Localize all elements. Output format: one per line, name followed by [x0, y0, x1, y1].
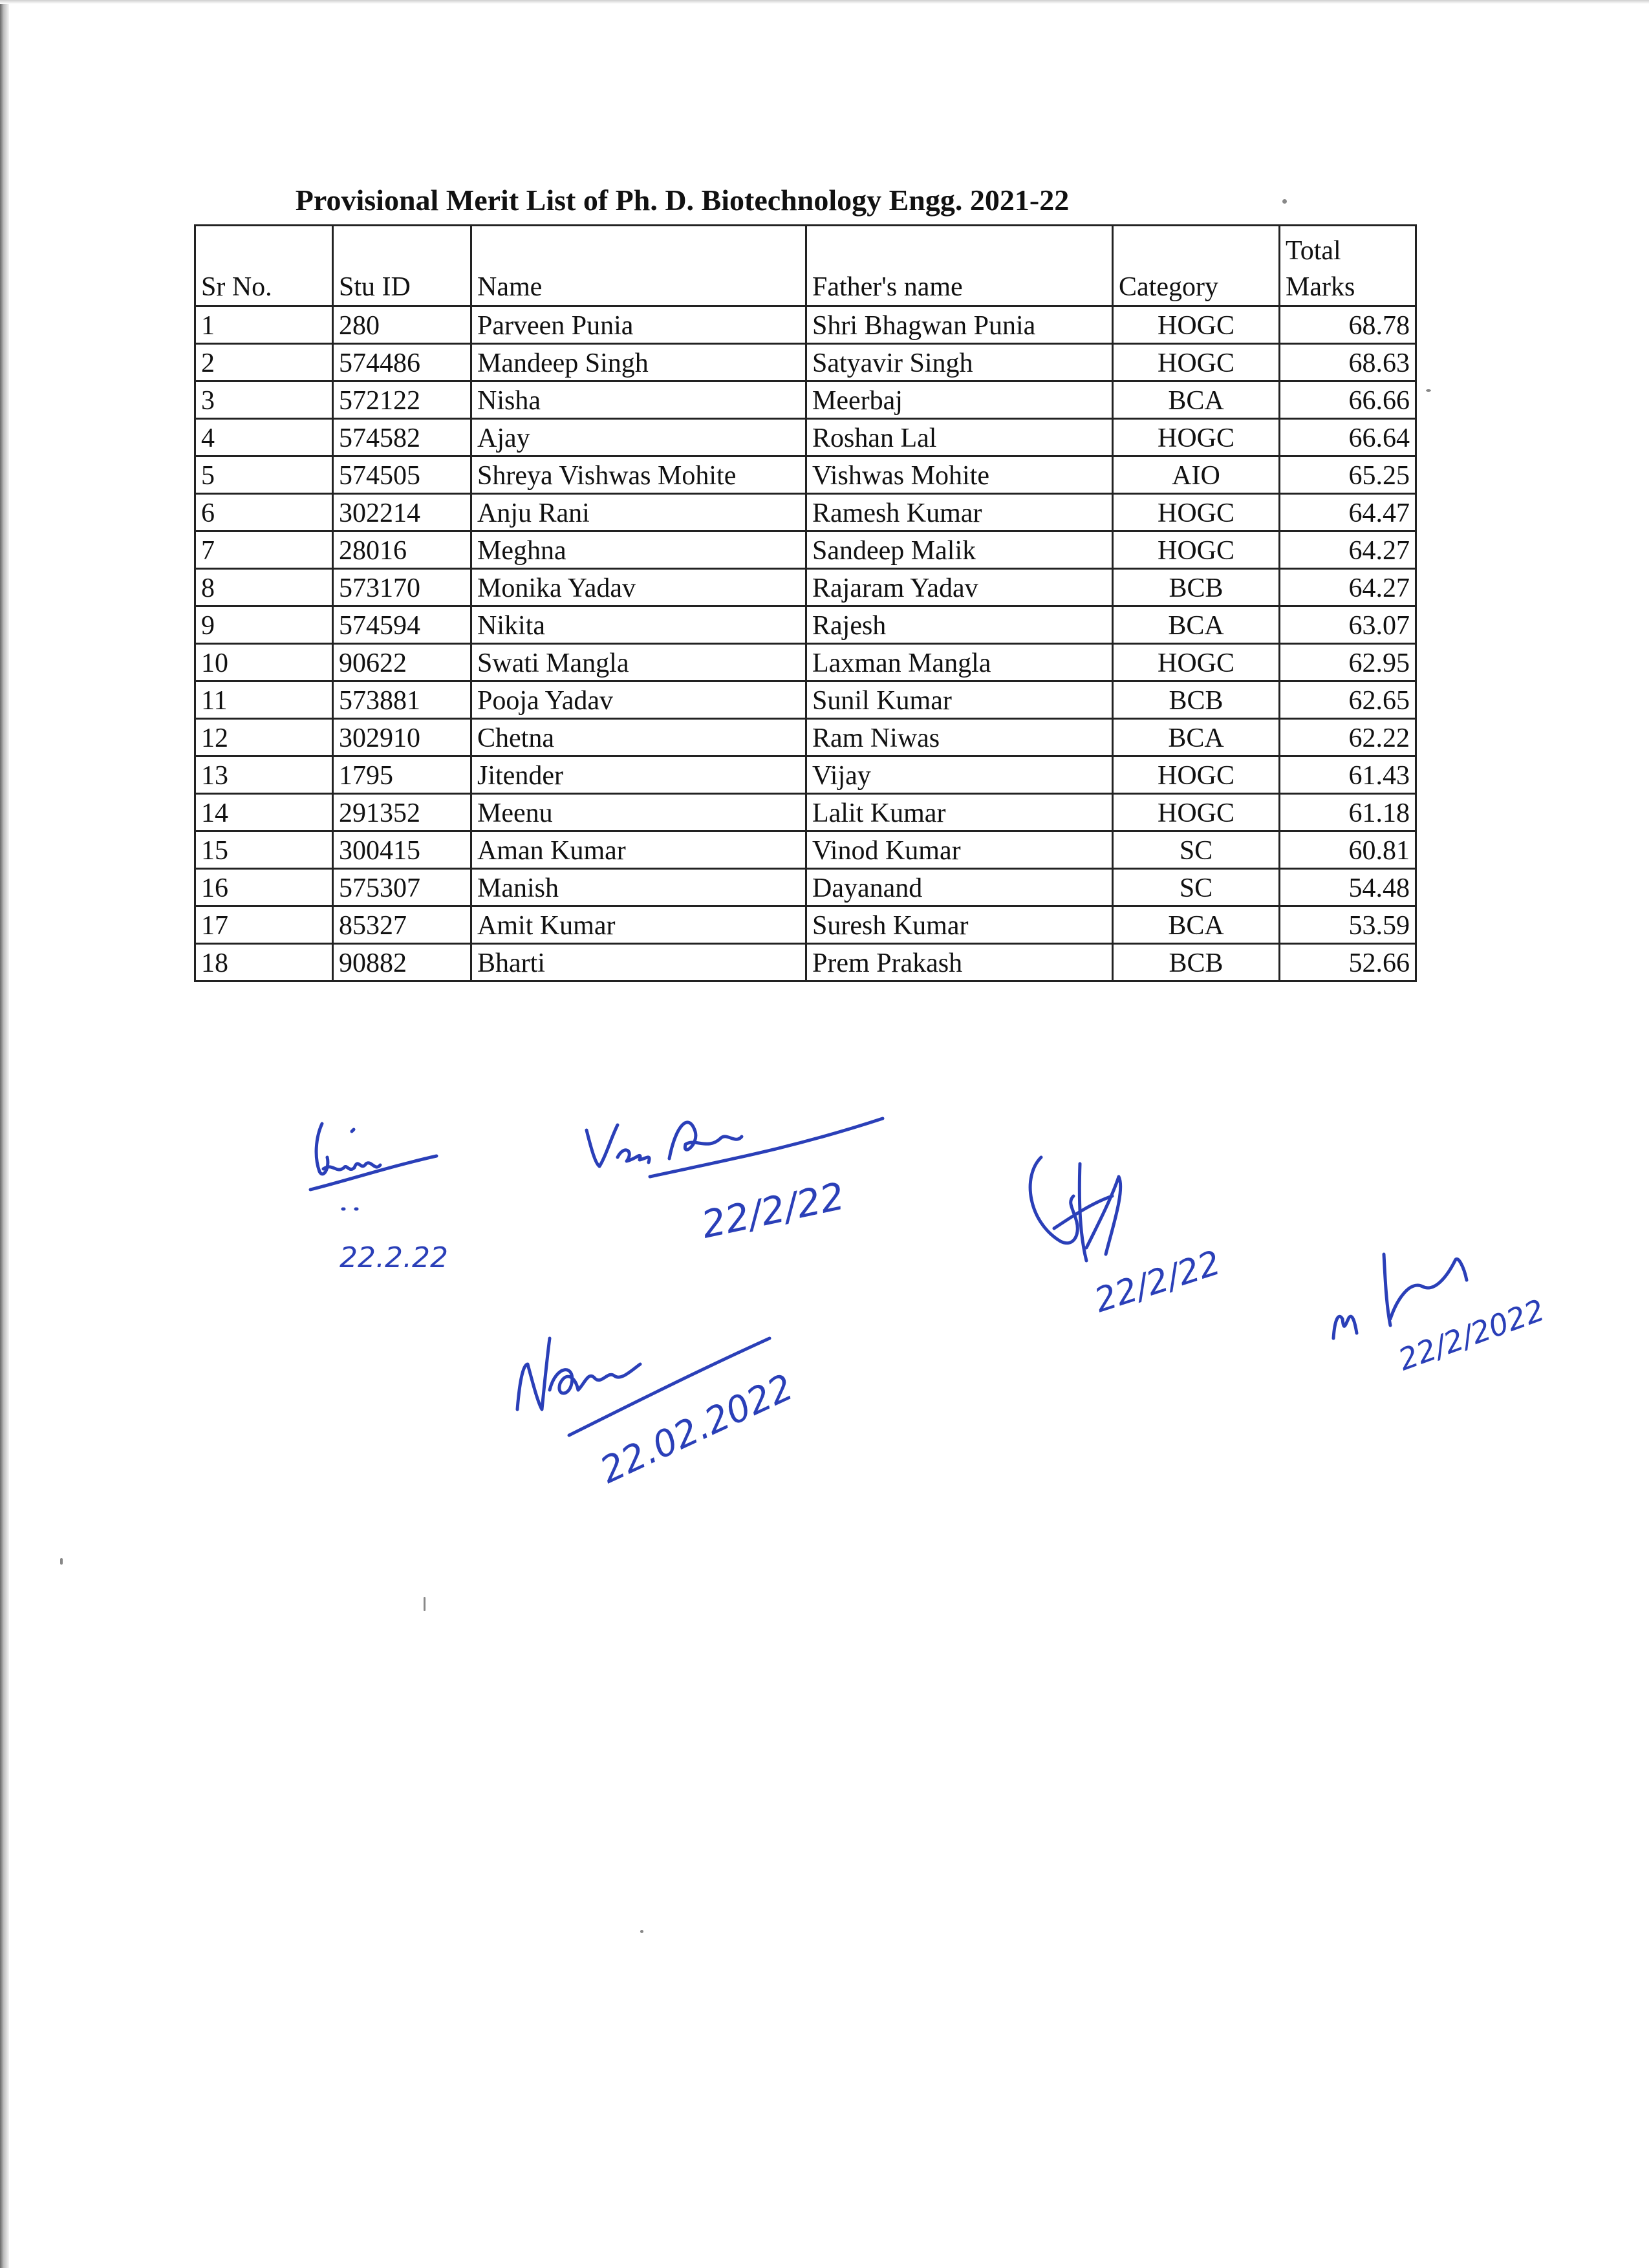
scan-edge-shadow: [0, 0, 9, 2268]
signature-1-date: 22.2.22: [339, 1241, 448, 1274]
scan-speck: [424, 1597, 426, 1611]
cell-total-marks: 54.48: [1280, 869, 1416, 906]
cell-total-marks: 62.22: [1280, 719, 1416, 756]
signature-3: [1015, 1151, 1287, 1332]
cell-sr-no: 1: [195, 306, 333, 344]
signature-2: [572, 1099, 909, 1254]
cell-father-name: Satyavir Singh: [806, 344, 1113, 381]
table-row: [195, 831, 1416, 869]
header-total-marks: [1280, 226, 1416, 306]
cell-name: Ajay: [471, 419, 806, 456]
cell-name: Amit Kumar: [471, 906, 806, 944]
cell-total-marks: 53.59: [1280, 906, 1416, 944]
cell-category: SC: [1113, 831, 1280, 869]
table-row: [195, 756, 1416, 794]
cell-stu-id: 573170: [333, 569, 471, 606]
signature-1-ink: [310, 1124, 436, 1209]
cell-sr-no: 17: [195, 906, 333, 944]
table-row: [195, 681, 1416, 719]
cell-sr-no: 6: [195, 494, 333, 531]
cell-total-marks: 68.63: [1280, 344, 1416, 381]
cell-category: BCA: [1113, 906, 1280, 944]
table-header-row: [195, 226, 1416, 306]
cell-category: BCA: [1113, 381, 1280, 419]
cell-father-name: Lalit Kumar: [806, 794, 1113, 831]
cell-stu-id: 573881: [333, 681, 471, 719]
cell-category: SC: [1113, 869, 1280, 906]
cell-sr-no: 11: [195, 681, 333, 719]
scan-speck: [640, 1930, 643, 1933]
table-row: [195, 381, 1416, 419]
table-row: [195, 644, 1416, 681]
cell-father-name: Rajaram Yadav: [806, 569, 1113, 606]
cell-total-marks: 66.66: [1280, 381, 1416, 419]
cell-total-marks: 64.27: [1280, 531, 1416, 569]
cell-stu-id: 85327: [333, 906, 471, 944]
cell-name: Meghna: [471, 531, 806, 569]
signature-4-date: 22/2/2022: [1394, 1292, 1549, 1378]
cell-total-marks: 64.27: [1280, 569, 1416, 606]
cell-stu-id: 574505: [333, 456, 471, 494]
table-row: [195, 494, 1416, 531]
cell-name: Aman Kumar: [471, 831, 806, 869]
cell-sr-no: 13: [195, 756, 333, 794]
cell-category: HOGC: [1113, 344, 1280, 381]
cell-sr-no: 7: [195, 531, 333, 569]
signature-3-date: 22/2/22: [1090, 1243, 1225, 1321]
cell-stu-id: 302214: [333, 494, 471, 531]
cell-total-marks: 66.64: [1280, 419, 1416, 456]
header-stu-id: Stu ID: [333, 226, 471, 306]
cell-father-name: Ram Niwas: [806, 719, 1113, 756]
cell-sr-no: 15: [195, 831, 333, 869]
header-total-marks-line1: Total: [1286, 236, 1341, 266]
cell-category: BCB: [1113, 681, 1280, 719]
cell-father-name: Vinod Kumar: [806, 831, 1113, 869]
table-row: [195, 344, 1416, 381]
table-row: [195, 719, 1416, 756]
cell-name: Mandeep Singh: [471, 344, 806, 381]
cell-stu-id: 90882: [333, 944, 471, 981]
cell-father-name: Meerbaj: [806, 381, 1113, 419]
table-row: [195, 606, 1416, 644]
cell-sr-no: 2: [195, 344, 333, 381]
cell-name: Jitender: [471, 756, 806, 794]
table-row: [195, 456, 1416, 494]
cell-sr-no: 12: [195, 719, 333, 756]
cell-father-name: Vishwas Mohite: [806, 456, 1113, 494]
scan-speck: [60, 1558, 63, 1565]
cell-category: HOGC: [1113, 419, 1280, 456]
cell-name: Nisha: [471, 381, 806, 419]
cell-father-name: Prem Prakash: [806, 944, 1113, 981]
signature-2-date: 22/2/22: [697, 1173, 848, 1247]
cell-father-name: Sunil Kumar: [806, 681, 1113, 719]
table-row: [195, 869, 1416, 906]
table-row: [195, 306, 1416, 344]
cell-category: BCB: [1113, 944, 1280, 981]
cell-total-marks: 68.78: [1280, 306, 1416, 344]
cell-stu-id: 90622: [333, 644, 471, 681]
cell-name: Manish: [471, 869, 806, 906]
cell-total-marks: 61.18: [1280, 794, 1416, 831]
cell-stu-id: 291352: [333, 794, 471, 831]
cell-category: HOGC: [1113, 644, 1280, 681]
table-row: [195, 569, 1416, 606]
header-total-marks-line2: Marks: [1286, 272, 1355, 302]
signature-4: [1326, 1215, 1597, 1384]
cell-name: Anju Rani: [471, 494, 806, 531]
cell-sr-no: 18: [195, 944, 333, 981]
cell-stu-id: 302910: [333, 719, 471, 756]
cell-father-name: Dayanand: [806, 869, 1113, 906]
cell-category: HOGC: [1113, 306, 1280, 344]
cell-stu-id: 280: [333, 306, 471, 344]
signature-5-date: 22.02.2022: [594, 1366, 800, 1492]
scan-speck: [1282, 199, 1287, 204]
cell-sr-no: 3: [195, 381, 333, 419]
cell-father-name: Ramesh Kumar: [806, 494, 1113, 531]
signature-3-ink: [1030, 1157, 1121, 1261]
signature-5: [504, 1300, 841, 1493]
cell-sr-no: 14: [195, 794, 333, 831]
cell-father-name: Laxman Mangla: [806, 644, 1113, 681]
cell-name: Bharti: [471, 944, 806, 981]
cell-sr-no: 16: [195, 869, 333, 906]
table-row: [195, 419, 1416, 456]
cell-category: BCA: [1113, 606, 1280, 644]
table-row: [195, 944, 1416, 981]
cell-father-name: Shri Bhagwan Punia: [806, 306, 1113, 344]
signature-1: [304, 1112, 472, 1293]
cell-name: Chetna: [471, 719, 806, 756]
cell-name: Monika Yadav: [471, 569, 806, 606]
cell-name: Shreya Vishwas Mohite: [471, 456, 806, 494]
cell-category: HOGC: [1113, 531, 1280, 569]
cell-father-name: Sandeep Malik: [806, 531, 1113, 569]
cell-stu-id: 28016: [333, 531, 471, 569]
cell-total-marks: 62.95: [1280, 644, 1416, 681]
header-father-name: Father's name: [806, 226, 1113, 306]
cell-father-name: Rajesh: [806, 606, 1113, 644]
scan-speck: [1426, 389, 1431, 392]
cell-name: Pooja Yadav: [471, 681, 806, 719]
header-category: Category: [1113, 226, 1280, 306]
cell-sr-no: 8: [195, 569, 333, 606]
cell-stu-id: 574594: [333, 606, 471, 644]
cell-total-marks: 62.65: [1280, 681, 1416, 719]
cell-stu-id: 572122: [333, 381, 471, 419]
cell-category: BCA: [1113, 719, 1280, 756]
header-name: Name: [471, 226, 806, 306]
cell-total-marks: 52.66: [1280, 944, 1416, 981]
cell-sr-no: 5: [195, 456, 333, 494]
cell-stu-id: 574486: [333, 344, 471, 381]
cell-stu-id: 1795: [333, 756, 471, 794]
cell-category: BCB: [1113, 569, 1280, 606]
cell-total-marks: 60.81: [1280, 831, 1416, 869]
scan-top-shadow: [0, 0, 1649, 4]
cell-sr-no: 9: [195, 606, 333, 644]
cell-stu-id: 574582: [333, 419, 471, 456]
cell-name: Parveen Punia: [471, 306, 806, 344]
cell-father-name: Roshan Lal: [806, 419, 1113, 456]
cell-stu-id: 575307: [333, 869, 471, 906]
table-row: [195, 794, 1416, 831]
cell-category: HOGC: [1113, 756, 1280, 794]
cell-name: Swati Mangla: [471, 644, 806, 681]
cell-total-marks: 65.25: [1280, 456, 1416, 494]
cell-name: Nikita: [471, 606, 806, 644]
merit-table: [194, 224, 1417, 982]
cell-category: HOGC: [1113, 494, 1280, 531]
signature-2-ink: [587, 1118, 883, 1177]
cell-name: Meenu: [471, 794, 806, 831]
page-title: Provisional Merit List of Ph. D. Biotechnology Engg. 2021-22: [295, 184, 1070, 217]
cell-sr-no: 10: [195, 644, 333, 681]
cell-father-name: Vijay: [806, 756, 1113, 794]
cell-total-marks: 63.07: [1280, 606, 1416, 644]
cell-category: HOGC: [1113, 794, 1280, 831]
cell-stu-id: 300415: [333, 831, 471, 869]
header-sr-no: Sr No.: [195, 226, 333, 306]
cell-total-marks: 61.43: [1280, 756, 1416, 794]
cell-total-marks: 64.47: [1280, 494, 1416, 531]
cell-category: AIO: [1113, 456, 1280, 494]
table-row: [195, 906, 1416, 944]
table-row: [195, 531, 1416, 569]
cell-father-name: Suresh Kumar: [806, 906, 1113, 944]
cell-sr-no: 4: [195, 419, 333, 456]
